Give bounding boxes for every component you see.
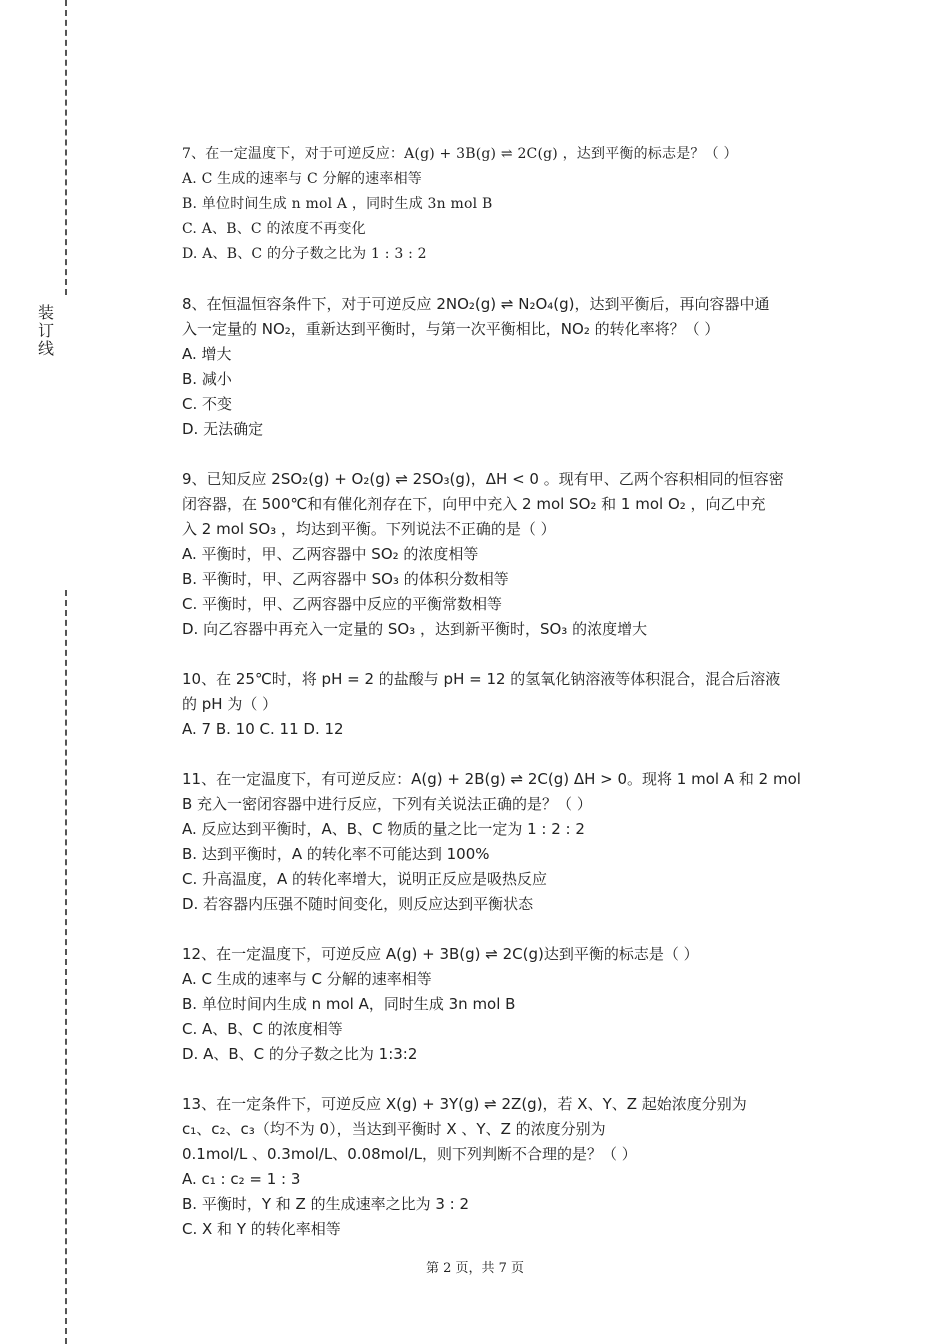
option-c: C. X 和 Y 的转化率相等 [182, 1220, 341, 1238]
question-10 [182, 667, 852, 742]
question-stem-line: 10、在 25℃时，将 pH = 2 的盐酸与 pH = 12 的氢氧化钠溶液等体积混合，混合后溶液 [182, 670, 781, 688]
option-c: C. 不变 [182, 395, 233, 413]
question-stem-line: B 充入一密闭容器中进行反应，下列有关说法正确的是？（ ） [182, 795, 592, 813]
question-13 [182, 1092, 852, 1242]
option-a: A. C 生成的速率与 C 分解的速率相等 [182, 171, 422, 187]
option-b: B. 单位时间内生成 n mol A，同时生成 3n mol B [182, 995, 516, 1013]
question-stem-line: 闭容器，在 500℃和有催化剂存在下，向甲中充入 2 mol SO₂ 和 1 mol O₂ ，向乙中充 [182, 495, 766, 513]
option-b: B. 减小 [182, 370, 232, 388]
option-b: B. 平衡时，甲、乙两容器中 SO₃ 的体积分数相等 [182, 570, 509, 588]
question-stem-line: 8、在恒温恒容条件下，对于可逆反应 2NO₂(g) ⇌ N₂O₄(g)，达到平衡后，再向容器中通 [182, 295, 770, 313]
option-d: D. 无法确定 [182, 420, 264, 438]
question-stem-line: 0.1mol/L 、0.3mol/L、0.08mol/L，则下列判断不合理的是？（ ） [182, 1145, 637, 1163]
question-11 [182, 767, 852, 917]
question-stem-line: 入一定量的 NO₂，重新达到平衡时，与第一次平衡相比，NO₂ 的转化率将？（ ） [182, 320, 720, 338]
question-stem-line: 11、在一定温度下，有可逆反应：A(g) + 2B(g) ⇌ 2C(g) ΔH > 0。现将 1 mol A 和 2 mol [182, 770, 801, 788]
question-stem-line: 12、在一定温度下，可逆反应 A(g) + 3B(g) ⇌ 2C(g)达到平衡的标志是（ ） [182, 945, 699, 963]
option-a: A. c₁ : c₂ = 1 : 3 [182, 1170, 301, 1188]
option-a: A. C 生成的速率与 C 分解的速率相等 [182, 970, 432, 988]
options-line: A. 7 B. 10 C. 11 D. 12 [182, 720, 344, 738]
question-stem-line: 入 2 mol SO₃ ，均达到平衡。下列说法不正确的是（ ） [182, 520, 556, 538]
option-d: D. 若容器内压强不随时间变化，则反应达到平衡状态 [182, 895, 534, 913]
question-stem-line: 的 pH 为（ ） [182, 695, 278, 713]
binding-line-top [65, 0, 67, 295]
option-a: A. 增大 [182, 345, 232, 363]
binding-label: 装订线 [37, 303, 54, 358]
option-a: A. 反应达到平衡时，A、B、C 物质的量之比一定为 1 : 2 : 2 [182, 820, 585, 838]
option-a: A. 平衡时，甲、乙两容器中 SO₂ 的浓度相等 [182, 545, 479, 563]
option-b: B. 平衡时，Y 和 Z 的生成速率之比为 3 : 2 [182, 1195, 470, 1213]
question-7 [182, 142, 852, 267]
question-stem-line: c₁、c₂、c₃（均不为 0），当达到平衡时 X 、Y、Z 的浓度分别为 [182, 1120, 606, 1138]
option-b: B. 单位时间生成 n mol A ，同时生成 3n mol B [182, 196, 493, 212]
option-d: D. 向乙容器中再充入一定量的 SO₃ ，达到新平衡时，SO₃ 的浓度增大 [182, 620, 648, 638]
page-number: 第 2 页，共 7 页 [425, 1261, 525, 1276]
option-d: D. A、B、C 的分子数之比为 1:3:2 [182, 1045, 418, 1063]
question-12 [182, 942, 852, 1067]
question-stem-line: 9、已知反应 2SO₂(g) + O₂(g) ⇌ 2SO₃(g)，ΔH < 0 。现有甲、乙两个容积相同的恒容密 [182, 470, 784, 488]
question-stem-line: 13、在一定条件下，可逆反应 X(g) + 3Y(g) ⇌ 2Z(g)，若 X、Y、Z 起始浓度分别为 [182, 1095, 747, 1113]
question-list [182, 142, 852, 1267]
option-c: C. A、B、C 的浓度不再变化 [182, 221, 366, 237]
option-c: C. 升高温度，A 的转化率增大，说明正反应是吸热反应 [182, 870, 548, 888]
option-c: C. 平衡时，甲、乙两容器中反应的平衡常数相等 [182, 595, 503, 613]
question-9 [182, 467, 852, 642]
option-b: B. 达到平衡时，A 的转化率不可能达到 100% [182, 845, 490, 863]
option-d: D. A、B、C 的分子数之比为 1 : 3 : 2 [182, 246, 427, 262]
option-c: C. A、B、C 的浓度相等 [182, 1020, 343, 1038]
question-8 [182, 292, 852, 442]
question-stem-line: 7、在一定温度下，对于可逆反应：A(g) + 3B(g) ⇌ 2C(g) ，达到平衡的标志是？（ ） [182, 146, 738, 162]
binding-line-bottom [65, 590, 67, 1344]
